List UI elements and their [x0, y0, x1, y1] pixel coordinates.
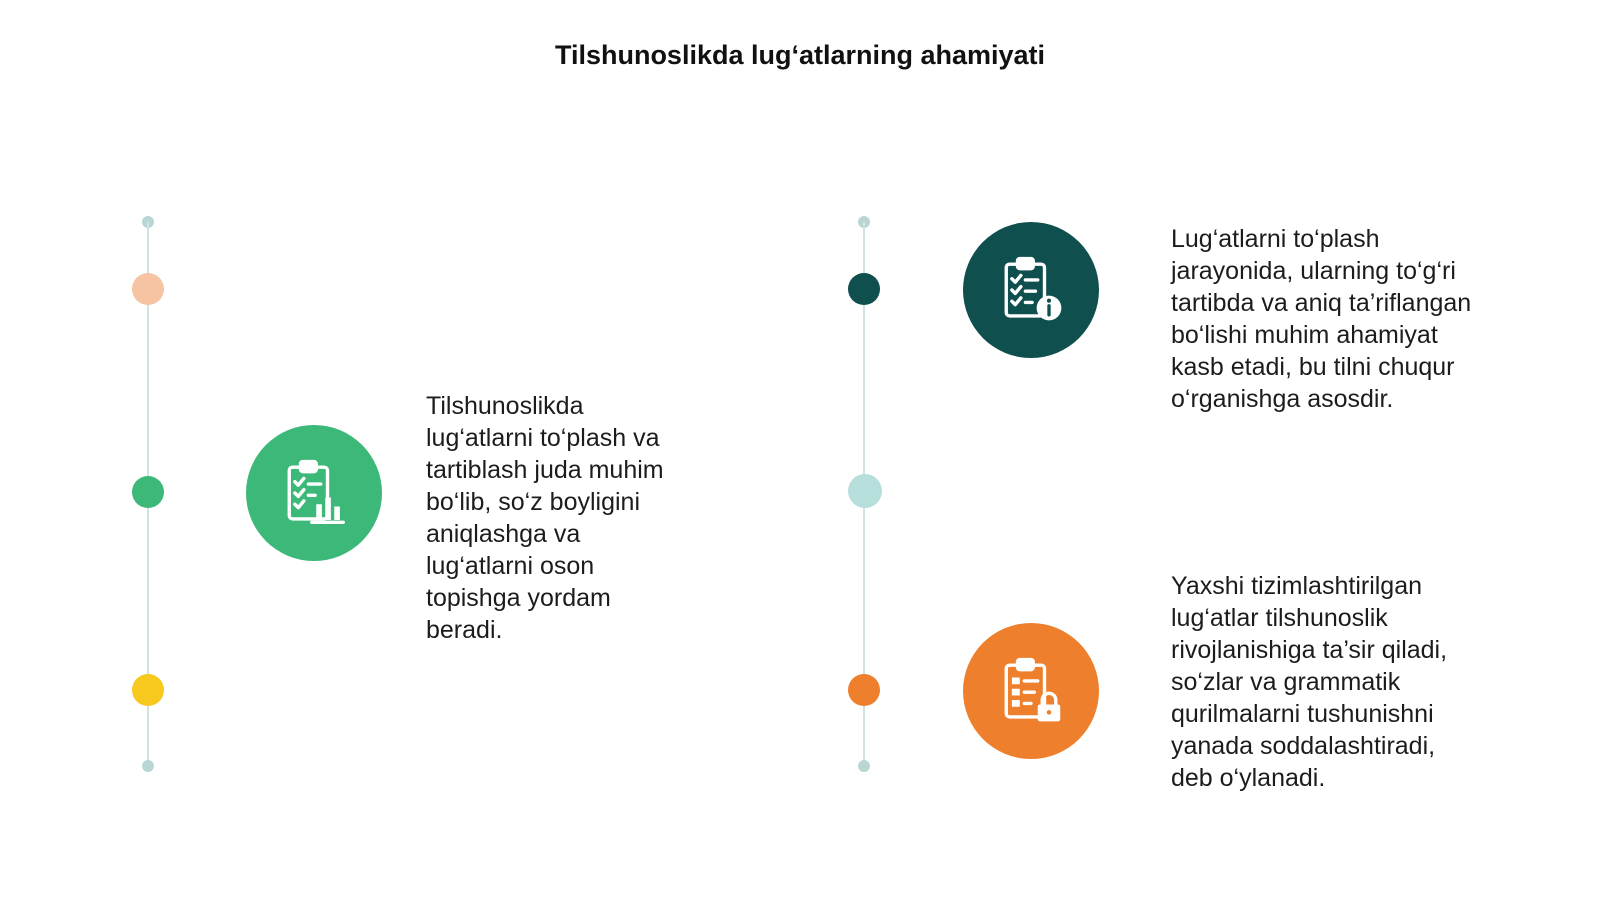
left-timeline-dot-yellow	[132, 674, 164, 706]
right-bottom-text-line: Yaxshi tizimlashtirilgan	[1171, 572, 1423, 600]
right-top-text-line: o‘rganishga asosdir.	[1171, 385, 1394, 413]
right-top-item-icon-circle	[963, 222, 1099, 358]
left-text-line: Tilshunoslikda	[426, 392, 584, 420]
right-bottom-item-icon-circle	[963, 623, 1099, 759]
left-text-line: aniqlashga va	[426, 520, 581, 548]
left-timeline-dot-peach	[132, 273, 164, 305]
right-bottom-text-line: deb o‘ylanadi.	[1171, 764, 1326, 792]
right-top-text-line: kasb etadi, bu tilni chuqur	[1171, 353, 1455, 381]
right-bottom-text-line: lug‘atlar tilshunoslik	[1171, 604, 1388, 632]
right-timeline-dot-dark-teal	[848, 273, 880, 305]
left-text-line: topishga yordam	[426, 584, 611, 612]
left-timeline-bottom-end	[142, 760, 154, 772]
right-timeline-bottom-end	[858, 760, 870, 772]
left-timeline-dot-green	[132, 476, 164, 508]
left-item-icon-circle	[246, 425, 382, 561]
clipboard-lock-icon	[995, 655, 1067, 727]
right-timeline-dot-orange	[848, 674, 880, 706]
right-top-text-line: bo‘lishi muhim ahamiyat	[1171, 321, 1438, 349]
right-bottom-text-line: so‘zlar va grammatik	[1171, 668, 1401, 696]
right-top-text-line: jarayonida, ularning to‘g‘ri	[1171, 257, 1456, 285]
left-text-line: tartiblash juda muhim	[426, 456, 664, 484]
right-timeline-dot-light-teal	[848, 474, 882, 508]
clipboard-chart-icon	[278, 457, 350, 529]
right-bottom-text-line: qurilmalarni tushunishni	[1171, 700, 1434, 728]
right-top-item-text	[1171, 223, 1471, 415]
left-text-line: beradi.	[426, 616, 503, 644]
right-bottom-text-line: yanada soddalashtiradi,	[1171, 732, 1436, 760]
right-top-text-line: Lug‘atlarni to‘plash	[1171, 225, 1380, 253]
right-bottom-item-text	[1171, 570, 1447, 794]
page-title: Tilshunoslikda lug‘atlarning ahamiyati	[554, 40, 1046, 70]
clipboard-info-icon	[995, 254, 1067, 326]
right-bottom-text-line: rivojlanishiga ta’sir qiladi,	[1171, 636, 1448, 664]
right-top-text-line: tartibda va aniq ta’riflangan	[1171, 289, 1472, 317]
left-text-line: lug‘atlarni to‘plash va	[426, 424, 660, 452]
left-text-line: bo‘lib, so‘z boyligini	[426, 488, 641, 516]
left-text-line: lug‘atlarni oson	[426, 552, 595, 580]
left-item-text	[426, 390, 664, 646]
